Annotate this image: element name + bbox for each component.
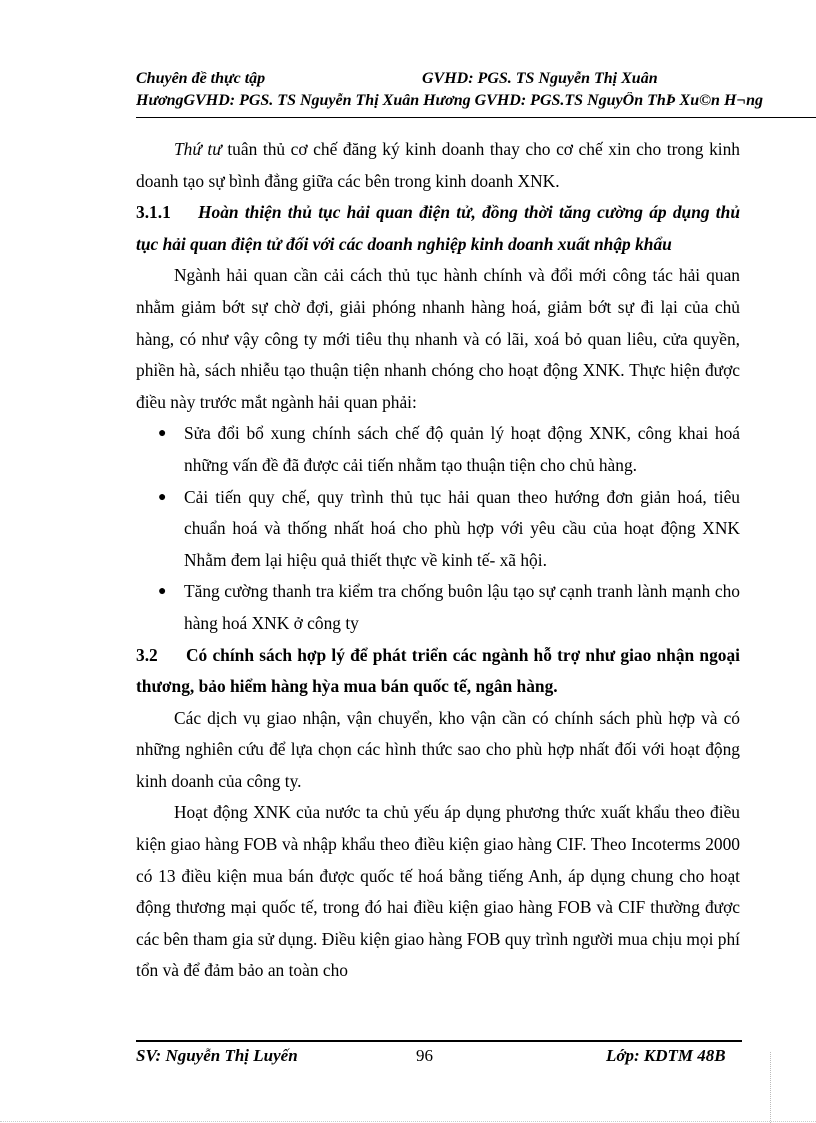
section-title: Hoàn thiện thủ tục hải quan điện tử, đồng thời tăng cường áp dụng thủ tục hải quan điện tử đối với các doanh nghiệp kinh doanh xuất nhập khẩu — [136, 202, 740, 254]
section-heading-3-1-1 — [136, 197, 740, 260]
paragraph-lead-word: Thứ tư — [174, 139, 222, 159]
list-item-text: Cải tiến quy chế, quy trình thủ tục hải quan theo hướng đơn giản hoá, tiêu chuẩn hoá và thống nhất hoá cho phù hợp với yêu cầu của hoạt động XNK Nhằm đem lại hiệu quả thiết thực về kinh tế- xã hội. — [184, 486, 740, 570]
footer-divider — [136, 1040, 742, 1042]
list-item-text: Tăng cường thanh tra kiểm tra chống buôn lậu tạo sự cạnh tranh lành mạnh cho hàng hoá XNK ở công ty — [184, 581, 740, 633]
header-course-title: Chuyên đề thực tập — [136, 70, 266, 87]
bullet-list — [136, 418, 740, 639]
section-number: 3.1.1 — [136, 202, 171, 223]
paragraph-text: tuân thủ cơ chế đăng ký kinh doanh thay cho cơ chế xin cho trong kinh doanh tạo sự bình đẳng giữa các bên trong kinh doanh XNK. — [136, 139, 740, 191]
bullet-icon: ● — [158, 426, 167, 442]
page-edge-line — [0, 1121, 816, 1122]
header-supervisor: GVHD: PGS. TS Nguyễn Thị Xuân — [422, 70, 658, 87]
paragraph-fourth-point — [136, 134, 740, 197]
header-divider — [136, 117, 816, 118]
footer-class: Lớp: KDTM 48B — [606, 1046, 726, 1065]
bullet-icon: ● — [158, 489, 167, 505]
list-item-text: Sửa đổi bổ xung chính sách chế độ quản lý hoạt động XNK, công khai hoá những vấn đề đã được cải tiến nhằm tạo thuận tiện cho chủ hàng. — [184, 423, 740, 475]
list-item — [136, 418, 740, 481]
paragraph-logistics: Các dịch vụ giao nhận, vận chuyển, kho vận cần có chính sách phù hợp và có những nghiên cứu để lựa chọn các hình thức sao cho phù hợp nhất đối với hoạt động kinh doanh của công ty. — [136, 707, 740, 791]
section-heading-3-2 — [136, 640, 740, 703]
header-supervisor-continued: HươngGVHD: PGS. TS Nguyễn Thị Xuân Hương GVHD: PGS.TS NguyÔn ThÞ Xu©n H¬ng — [136, 92, 763, 109]
page-edge-mark — [770, 1052, 771, 1123]
section-number: 3.2 — [136, 644, 158, 665]
paragraph-incoterms: Hoạt động XNK của nước ta chủ yếu áp dụng phương thức xuất khẩu theo điều kiện giao hàng FOB và nhập khẩu theo điều kiện giao hàng CIF. Theo Incoterms 2000 có 13 điều kiện mua bán được quốc tế hoá bằng tiếng Anh, áp dụng chung cho hoạt động thương mại quốc tế, trong đó hai điều kiện giao hàng FOB và CIF thường được các bên tham gia sử dụng. Điều kiện giao hàng FOB quy trình người mua chịu mọi phí tổn và để đảm bảo an toàn cho — [136, 802, 740, 981]
list-item — [136, 576, 740, 639]
section-title: Có chính sách hợp lý để phát triển các ngành hỗ trợ như giao nhận ngoại thương, bảo hiểm hàng hỳa mua bán quốc tế, ngân hàng. — [136, 644, 740, 697]
bullet-icon: ● — [158, 584, 167, 600]
paragraph-customs-reform: Ngành hải quan cần cải cách thủ tục hành chính và đổi mới công tác hải quan nhằm giảm bớt sự chờ đợi, giải phóng nhanh hàng hoá, giảm bớt sự đi lại của chủ hàng, có như vậy công ty mới tiêu thụ nhanh và có lãi, xoá bỏ quan liêu, cửa quyền, phiền hà, sách nhiễu tạo thuận tiện nhanh chóng cho hoạt động XNK. Thực hiện được điều này trước mắt ngành hải quan phải: — [136, 265, 740, 412]
footer-student-name: SV: Nguyễn Thị Luyến — [136, 1046, 298, 1065]
list-item — [136, 482, 740, 577]
page-number: 96 — [416, 1046, 433, 1065]
document-body — [136, 134, 740, 987]
